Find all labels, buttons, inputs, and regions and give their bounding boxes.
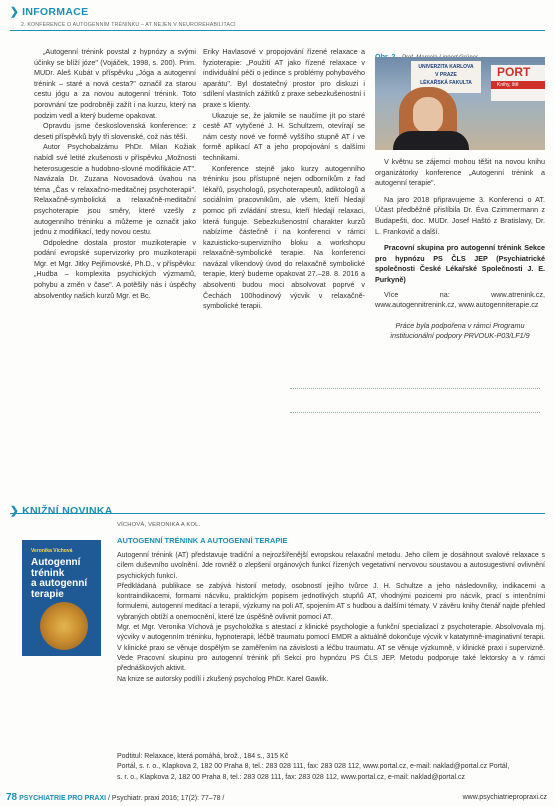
cover-artwork (40, 602, 88, 650)
cover-title-line: trénink (31, 567, 65, 579)
cover-author: Veronika Víchová (31, 548, 73, 554)
book-detail-line: Portál, s. r. o., Klapkova 2, 182 00 Praha 8, tel.: 283 028 111, fax: 283 028 112, www.portal.cz, e-mail: naklad@portal.cz Portál, (117, 763, 510, 771)
book-detail-line: Podtitul: Relaxace, která pomáhá, brož., 184 s., 315 Kč (117, 753, 289, 760)
book-details (117, 752, 545, 783)
article-column-3 (375, 157, 545, 342)
signature: Pracovní skupina pro autogenní trénink Sekce pro hypnózu PS ČLS JEP (Psychiatrické společnosti České Lékařské Společnosti J. E. Purkyně) (375, 243, 545, 284)
portal-banner (491, 65, 545, 101)
paragraph: Opravdu jsme československá konference: z deseti příspěvků byly tři slovenské, což nás těší. (34, 121, 196, 141)
article-column-2 (203, 47, 365, 312)
citation: / Psychiatr. praxi 2016; 17(2): 77–78 / (108, 795, 225, 802)
paragraph: Na knize se autorsky podílí i zkušený psycholog PhDr. Karel Gawlik. (117, 675, 329, 683)
section-header (10, 6, 88, 18)
cover-title-line: Autogenní (31, 557, 81, 568)
paragraph: Mgr. et Mgr. Veronika Víchová je psycholožka s atestací z klinické psychologie a funkční specializací z psychoterapie. Absolvovala mj. výcviky v autogenním tréninku, hypnoterapii, léčbě traumatu pomocí EMDR a aktuálně dokončuje výcvik v katatymně-imaginativní terapii. V klinické praxi se věnuje dospělým se zaměřením na závislosti a léčbu traumatu. AT se věnuje výzkumně, v klinické praxi i supervizně. Vede Pracovní skupinu pro autogenní trénink při Sekci pro hypnózu PS ČLS JEP. Metodu podporuje také lektorsky a v rámci přednáškových aktivit. (117, 624, 545, 673)
speaker-photo (375, 57, 545, 150)
journal-name: PSYCHIATRIE PRO PRAXI (19, 795, 107, 802)
speaker-body (393, 131, 469, 150)
sign-line: V PRAZE (435, 72, 457, 78)
section-title: INFORMACE (22, 6, 89, 18)
book-section-title: KNIŽNÍ NOVINKA (22, 505, 113, 517)
paragraph: Konference stejně jako kurzy autogenního tréninku jsou přístupné nejen odborníkům z řad lékařů, psychologů, psychoterapeutů, adiktologů a sociálním pracovníkům, ale všem, kteří hledají pomoc při zvládání stresu, kteří hledají relaxaci, která funguje. Sebezkušenostní charakter kurzů nabízíme částečně i na konferenci v rámci kazuisticko-supervizního bloku a workshopu relaxačně-symbolické terapie. Na konferenci navázal víkendový úvod do relaxačně symbolické terapie, který budeme opakovat 27.–28. 8. 2016 a absolventi budou moci absolvovat poprvé v Čechách 100hodinový výcvik v relaxačně-symbolické terapii. (203, 163, 365, 311)
section-divider (10, 513, 545, 514)
page-number: 78 (6, 792, 18, 803)
chevron-right-icon: ❯ (10, 6, 20, 18)
banner-text: PORT (497, 65, 531, 79)
book-description (117, 551, 545, 685)
paragraph: Předkládaná publikace se zabývá historií metody, osobností jejího tvůrce J. H. Schultze a jeho následovníky, indikacemi a kontraindikacemi, formami nácviku, praktickým popisem jednotlivých stupňů AT, vhodnými pozicemi pro nácvik, prací s intenčními formulemi, autogenní meditací a terapií, výzkumy na poli AT, spojením AT s hudbou a dalšími tématy. V závěru knihy čtenář najde přehled vybraných obtíží a onemocnění, které lze úspěšně ovlivnit pomocí AT. (117, 582, 545, 621)
footer-url: www.psychiatriepropraxi.cz (462, 794, 547, 801)
paragraph: Na jaro 2018 připravujeme 3. Konferenci o AT. Účast předběžně přislíbila Dr. Éva Czimmermann z Budapešti, doc. MUDr. Josef Haštó z Bratislavy, Dr. L. Frankovič a další. (375, 194, 545, 236)
support-note: Práce byla podpořena v rámci Programu institucionální podpory PRVOUK-P03/LF1/9 (390, 320, 530, 341)
paragraph: V květnu se zájemci mohou těšit na novou knihu organizátorky konference „Autogenní trénink a autogenní terapie". (375, 157, 545, 188)
book-title: AUTOGENNÍ TRÉNINK A AUTOGENNÍ TERAPIE (117, 536, 288, 545)
book-authors: VÍCHOVÁ, VERONIKA A KOL. (117, 522, 201, 528)
footer-left (6, 792, 224, 803)
speaker-face (413, 97, 443, 133)
book-detail-line: s. r. o., Klapkova 2, 182 00 Praha 8, tel.: 283 028 111, fax: 283 028 112, www.portal.cz, e-mail: naklad@portal.cz (117, 773, 465, 781)
sign-line: LÉKAŘSKÁ FAKULTA (420, 80, 472, 86)
cover-title-line: terapie (31, 588, 64, 600)
paragraph: Eriky Havlasové v propojování řízené relaxace a fyzioterapie: „Použití AT jako řízené relaxace v individuální péči o jedince s problémy pohybového aparátu". Byl dostatečný prostor pro diskuzi i sdílení vlastních zážitků z praxe sebezkušenostní i praxe s klienty. (203, 47, 365, 109)
chevron-right-icon: ❯ (10, 505, 20, 517)
book-section-header (10, 505, 113, 517)
sign-line: UNIVERZITA KARLOVA (418, 64, 474, 70)
web-links: Více na: www.atrenink.cz, www.autogennitrenink.cz, www.autogenniterapie.cz (375, 289, 545, 310)
header-divider (10, 30, 545, 31)
paragraph: „Autogenní trénink povstal z hypnózy a svými účinky se blíží józe" (Vojáček, 1998, s. 200). Prim. MUDr. Aleš Kubát v příspěvku „Jóga a autogenní trénink – staré a nová cesta?" označil za starou cestu jógu a za novou autogenní trénink. Toto porovnání tze podrobněji zažít i na kurzu, který na podzim vedl a který budeme opakovat. (34, 47, 196, 120)
paragraph: Odpoledne dostala prostor muzikoterapie v podání evropské supervizorky pro muzikoterapii Mgr. et Mgr. Jitky Pejřimovské, Ph.D., v příspěvku: „Hudba – komplexita psychických výzmamů, pohybu a změn v čase". A potěšily nás i úspěchy absolventky našich kurzů Mgr. et Bc. (34, 237, 196, 300)
paragraph: Autor Psychobalzámu PhDr. Milan Kožiak nabídl své letité zkušenosti v příspěvku „Možnosti heterosugescie a hudobno-slovné modifikácie AT". Navázala Dr. Zuzana Novosadová úvahou na téma „Čas v relaxačno-meditačnej psychoterapii". Relaxačně-symbolická a relaxačně-meditační psychoterapie jsou směry, které vzešly z autogenního tréninku a můžeme je označit jako jednu z modifikací, tedy novou cestu. (34, 142, 196, 237)
divider (290, 388, 540, 389)
book-cover (22, 540, 101, 656)
cover-title-line: a autogenní (31, 578, 88, 589)
article-column-1 (34, 47, 196, 301)
divider (290, 412, 540, 413)
paragraph: Autogenní trénink (AT) představuje tradiční a nejrozšířenější evropskou relaxační metodu. Jeho cílem je dosáhnout svalové relaxace s cílem duševního uvolnění. Jde rovněž o zlepšení orgánových funkcí řízených vegetativní nervovou soustavou a autosugestivní ovlivnění psychických funkcí. (117, 552, 545, 580)
section-subtitle: 2. KONFERENCE O AUTOGENNÍM TRÉNINKU – AT NEJEN V NEUROREHABILITACI (21, 22, 236, 28)
paragraph: Ukazuje se, že jakmile se naučíme jít po staré cestě AT vytyčené J. H. Schultzem, otevírají se nám cesty nové ve formě vyššího stupně AT i ve formě aplikací AT a jeho propojování s dalšími technikami. (203, 110, 365, 162)
banner-sub: Knihy, ště (491, 81, 545, 89)
